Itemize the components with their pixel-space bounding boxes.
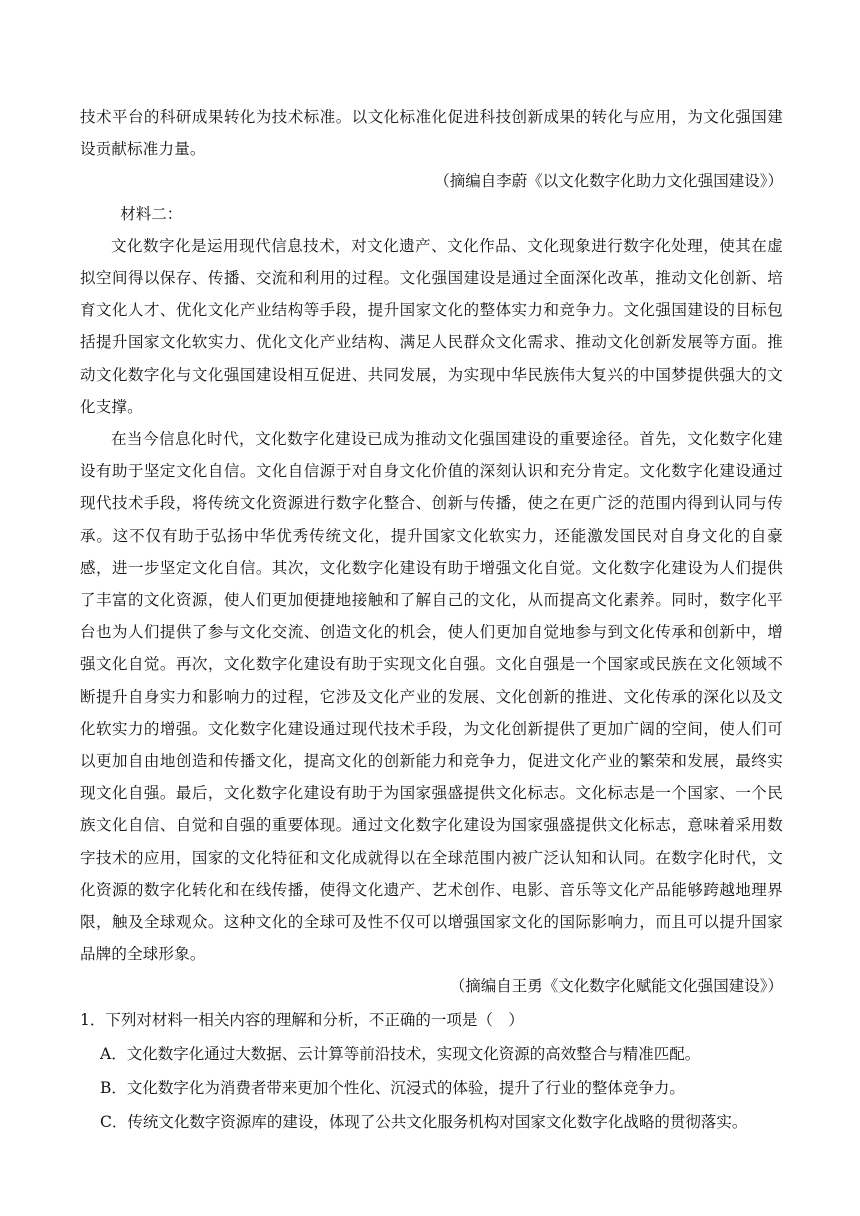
question-1: 1．下列对材料一相关内容的理解和分析，不正确的一项是（ ） xyxy=(80,1010,524,1029)
option-b[interactable]: B．文化数字化为消费者带来更加个性化、沉浸式的体验，提升了行业的整体竞争力。 xyxy=(100,1078,685,1097)
material2-paragraph-2: 在当今信息化时代，文化数字化建设已成为推动文化强国建设的重要途径。首先，文化数字化建设有助于坚定文化自信。文化自信源于对自身文化价值的深刻认识和充分肯定。文化数字化建设通过现代技术手段，将传统文化资源进行数字化整合、创新与传播，使之在更广泛的范围内得到认同与传承。这不仅有助于弘扬中华优秀传统文化，提升国家文化软实力，还能激发国民对自身文化的自豪感，进一步坚定文化自信。其次，文化数字化建设有助于增强文化自觉。文化数字化建设为人们提供了丰富的文化资源，使人们更加便捷地接触和了解自己的文化，从而提高文化素养。同时，数字化平台也为人们提供了参与文化交流、创造文化的机会，使人们更加自觉地参与到文化传承和创新中，增强文化自觉。再次，文化数字化建设有助于实现文化自强。文化自强是一个国家或民族在文化领域不断提升自身实力和影响力的过程，它涉及文化产业的发展、文化创新的推进、文化传承的深化以及文化软实力的增强。文化数字化建设通过现代技术手段，为文化创新提供了更加广阔的空间，使人们可以更加自由地创造和传播文化，提高文化的创新能力和竞争力，促进文化产业的繁荣和发展，最终实现文化自强。最后，文化数字化建设有助于为国家强盛提供文化标志。文化标志是一个国家、一个民族文化自信、自觉和自强的重要体现。通过文化数字化建设为国家强盛提供文化标志，意味着采用数字技术的应用，国家的文化特征和文化成就得以在全球范围内被广泛认知和认同。在数字化时代，文化资源的数字化转化和在线传播，使得文化遗产、艺术创作、电影、音乐等文化产品能够跨越地理界限，触及全球观众。这种文化的全球可及性不仅可以增强国家文化的国际影响力，而且可以提升国家品牌的全球形象。 xyxy=(80,430,783,964)
source-citation-1: （摘编自李蔚《以文化数字化助力文化强国建设》） xyxy=(434,172,783,191)
source-citation-2: （摘编自王勇《文化数字化赋能文化强国建设》） xyxy=(449,977,783,996)
material2-paragraph-1: 文化数字化是运用现代信息技术，对文化遗产、文化作品、文化现象进行数字化处理，使其在虚拟空间得以保存、传播、交流和利用的过程。文化强国建设是通过全面深化改革，推动文化创新、培育文化人才、优化文化产业结构等手段，提升国家文化的整体实力和竞争力。文化强国建设的目标包括提升国家文化软实力、优化文化产业结构、满足人民群众文化需求、推动文化创新发展等方面。推动文化数字化与文化强国建设相互促进、共同发展，为实现中华民族伟大复兴的中国梦提供强大的文化支撑。 xyxy=(80,236,783,416)
document-page xyxy=(80,101,783,1139)
material1-tail: 技术平台的科研成果转化为技术标准。以文化标准化促进科技创新成果的转化与应用，为文化强国建设贡献标准力量。 xyxy=(80,108,783,159)
option-a[interactable]: A．文化数字化通过大数据、云计算等前沿技术，实现文化资源的高效整合与精准匹配。 xyxy=(100,1044,701,1063)
material2-label: 材料二： xyxy=(120,204,183,223)
option-c[interactable]: C．传统文化数字资源库的建设，体现了公共文化服务机构对国家文化数字化战略的贯彻落实。 xyxy=(100,1112,748,1131)
